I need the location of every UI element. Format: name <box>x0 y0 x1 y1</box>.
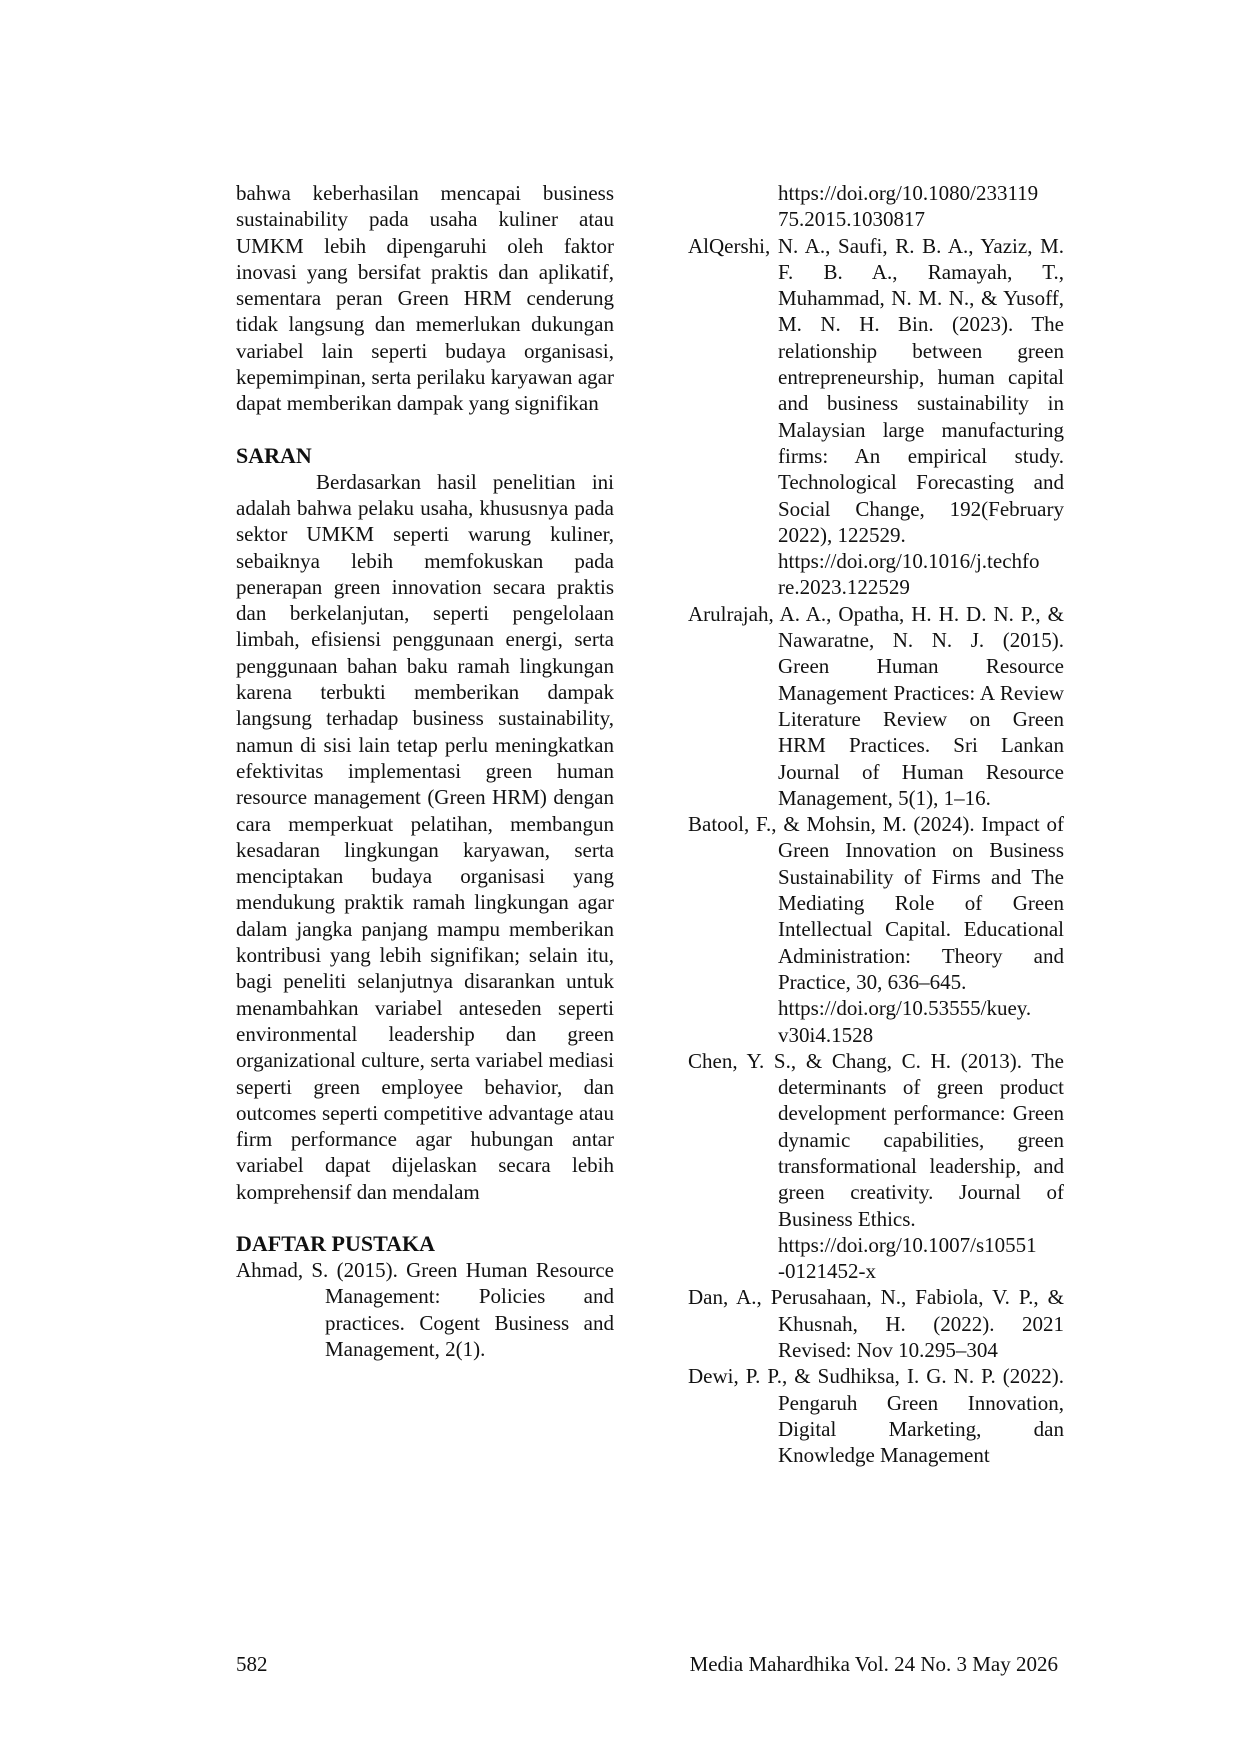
reference-doi[interactable] <box>688 1232 1064 1285</box>
doi-link-line: https://doi.org/10.1080/233119 <box>778 181 1039 205</box>
reference-batool <box>688 811 1064 1048</box>
doi-link-line: https://doi.org/10.1016/j.techfo <box>778 549 1040 574</box>
doi-link-line: -0121452-x <box>778 1259 876 1284</box>
doi-link-line: re.2023.122529 <box>778 575 910 600</box>
doi-link-line: https://doi.org/10.53555/kuey. <box>778 996 1032 1021</box>
reference-text: Dewi, P. P., & Sudhiksa, I. G. N. P. (2022). Pengaruh Green Innovation, Digital Marketing, dan Knowledge Management <box>688 1364 1064 1468</box>
reference-chen <box>688 1048 1064 1285</box>
reference-text: Dan, A., Perusahaan, N., Fabiola, V. P., & Khusnah, H. (2022). 2021 Revised: Nov 10.295–304 <box>688 1285 1064 1363</box>
right-column <box>688 180 1064 1469</box>
saran-heading: SARAN <box>236 442 312 468</box>
reference-text: Batool, F., & Mohsin, M. (2024). Impact of Green Innovation on Business Sustainability of Firms and The Mediating Role of Green Intellectual Capital. Educational Administration: Theory and Practice, 30, 636–645. <box>688 812 1064 994</box>
reference-text: Chen, Y. S., & Chang, C. H. (2013). The determinants of green product development performance: Green dynamic capabilities, green transformational leadership, and green creativity. Journal of Business Ethics. <box>688 1048 1064 1231</box>
doi-link-line: https://doi.org/10.1007/s10551 <box>778 1232 1037 1257</box>
reference-alqershi <box>688 233 1064 601</box>
saran-paragraph: Berdasarkan hasil penelitian ini adalah bahwa pelaku usaha, khususnya pada sektor UMKM seperti warung kuliner, sebaiknya lebih memfokuskan pada penerapan green innovation secara praktis dan berkelanjutan, seperti pengelolaan limbah, efisiensi penggunaan energi, serta penggunaan bahan baku ramah lingkungan karena terbukti memberikan dampak langsung terhadap business sustainability, namun di sisi lain tetap perlu meningkatkan efektivitas implementasi green human resource management (Green HRM) dengan cara memperkuat pelatihan, membangun kesadaran lingkungan karyawan, serta menciptakan budaya organisasi yang mendukung praktik ramah lingkungan agar dalam jangka panjang mampu memberikan kontribusi yang lebih signifikan; selain itu, bagi peneliti selanjutnya disarankan untuk menambahkan variabel anteseden seperti environmental leadership dan green organizational culture, serta variabel mediasi seperti green employee behavior, dan outcomes seperti competitive advantage atau firm performance agar hubungan antar variabel dapat dijelaskan secara lebih komprehensif dan mendalam <box>236 469 614 1204</box>
doi-link-line: 75.2015.1030817 <box>778 207 925 232</box>
reference-ahmad: Ahmad, S. (2015). Green Human Resource Management: Policies and practices. Cogent Business and Management, 2(1). <box>236 1257 614 1361</box>
page-number: 582 <box>236 1652 268 1676</box>
reference-dan <box>688 1284 1064 1363</box>
reference-doi[interactable] <box>688 548 1064 601</box>
reference-dewi <box>688 1363 1064 1468</box>
reference-ahmad-doi[interactable] <box>688 180 1064 233</box>
journal-footer: Media Mahardhika Vol. 24 No. 3 May 2026 <box>689 1652 1058 1676</box>
reference-doi[interactable] <box>688 995 1064 1048</box>
reference-text: Arulrajah, A. A., Opatha, H. H. D. N. P., & Nawaratne, N. N. J. (2015). Green Human Resource Management Practices: A Review Literature Review on Green HRM Practices. Sri Lankan Journal of Human Resource Management, 5(1), 1–16. <box>688 601 1064 810</box>
left-column <box>236 180 614 1362</box>
reference-text: AlQershi, N. A., Saufi, R. B. A., Yaziz, M. F. B. A., Ramayah, T., Muhammad, N. M. N., & Yusoff, M. N. H. Bin. (2023). The relationship between green entrepreneurship, human capital and business sustainability in Malaysian large manufacturing firms: An empirical study. Technological Forecasting and Social Change, 192(February 2022), 122529. <box>688 233 1064 547</box>
daftar-pustaka-heading: DAFTAR PUSTAKA <box>236 1230 436 1256</box>
conclusion-paragraph: bahwa keberhasilan mencapai business sustainability pada usaha kuliner atau UMKM lebih dipengaruhi oleh faktor inovasi yang bersifat praktis dan aplikatif, sementara peran Green HRM cenderung tidak langsung dan memerlukan dukungan variabel lain seperti budaya organisasi, kepemimpinan, serta perilaku karyawan agar dapat memberikan dampak yang signifikan <box>236 181 614 416</box>
doi-link-line: v30i4.1528 <box>778 1022 874 1047</box>
reference-arulrajah <box>688 601 1064 811</box>
